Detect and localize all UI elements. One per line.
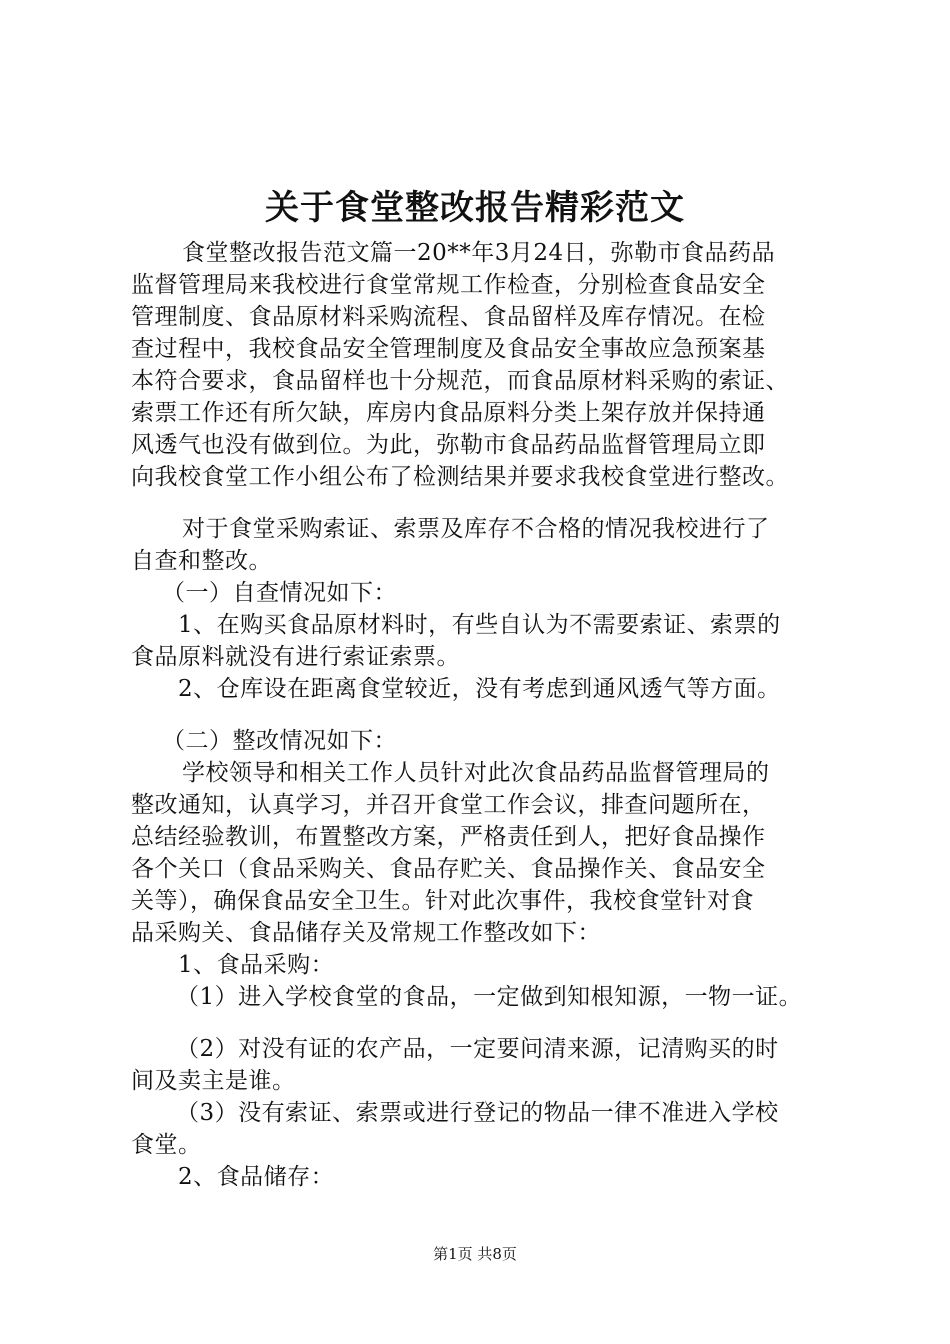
page-footer: 第1页 共8页 bbox=[433, 1245, 517, 1263]
body-line: 本符合要求，食品留样也十分规范，而食品原材料采购的索证、 bbox=[131, 368, 789, 394]
list-item: （1）进入学校食堂的食品，一定做到知根知源，一物一证。 bbox=[176, 984, 803, 1010]
list-item: （2）对没有证的农产品，一定要问清来源，记清购买的时 bbox=[176, 1036, 779, 1062]
body-line: 学校领导和相关工作人员针对此次食品药品监督管理局的 bbox=[182, 760, 770, 786]
body-line: 自查和整改。 bbox=[131, 548, 272, 574]
document-title: 关于食堂整改报告精彩范文 bbox=[265, 188, 685, 228]
body-line: 间及卖主是谁。 bbox=[131, 1068, 296, 1094]
body-line: 2、仓库设在距离食堂较近，没有考虑到通风透气等方面。 bbox=[178, 676, 781, 702]
body-line: 食堂。 bbox=[131, 1132, 202, 1158]
body-line: 总结经验教训，布置整改方案，严格责任到人，把好食品操作 bbox=[131, 824, 766, 850]
body-line: 各个关口（食品采购关、食品存贮关、食品操作关、食品安全 bbox=[131, 856, 766, 882]
section-heading: （二）整改情况如下： bbox=[162, 728, 397, 754]
list-item: 1、食品采购： bbox=[178, 952, 335, 978]
body-line: 查过程中，我校食品安全管理制度及食品安全事故应急预案基 bbox=[131, 336, 766, 362]
body-line: 关等），确保食品安全卫生。针对此次事件，我校食堂针对食 bbox=[131, 888, 754, 914]
body-line: 1、在购买食品原材料时，有些自认为不需要索证、索票的 bbox=[178, 612, 781, 638]
body-line: 风透气也没有做到位。为此，弥勒市食品药品监督管理局立即 bbox=[131, 432, 766, 458]
body-line: 食堂整改报告范文篇一20**年3月24日，弥勒市食品药品 bbox=[182, 240, 776, 266]
list-item: 2、食品储存： bbox=[178, 1164, 335, 1190]
body-line: 向我校食堂工作小组公布了检测结果并要求我校食堂进行整改。 bbox=[131, 464, 789, 490]
body-line: 管理制度、食品原材料采购流程、食品留样及库存情况。在检 bbox=[131, 304, 766, 330]
list-item: （3）没有索证、索票或进行登记的物品一律不准进入学校 bbox=[176, 1100, 779, 1126]
section-heading: （一）自查情况如下： bbox=[162, 580, 397, 606]
body-line: 品采购关、食品储存关及常规工作整改如下： bbox=[131, 920, 601, 946]
body-line: 食品原料就没有进行索证索票。 bbox=[131, 644, 460, 670]
body-line: 索票工作还有所欠缺，库房内食品原料分类上架存放并保持通 bbox=[131, 400, 766, 426]
body-line: 监督管理局来我校进行食堂常规工作检查，分别检查食品安全 bbox=[131, 272, 766, 298]
body-line: 整改通知，认真学习，并召开食堂工作会议，排查问题所在， bbox=[131, 792, 766, 818]
body-line: 对于食堂采购索证、索票及库存不合格的情况我校进行了 bbox=[182, 516, 770, 542]
